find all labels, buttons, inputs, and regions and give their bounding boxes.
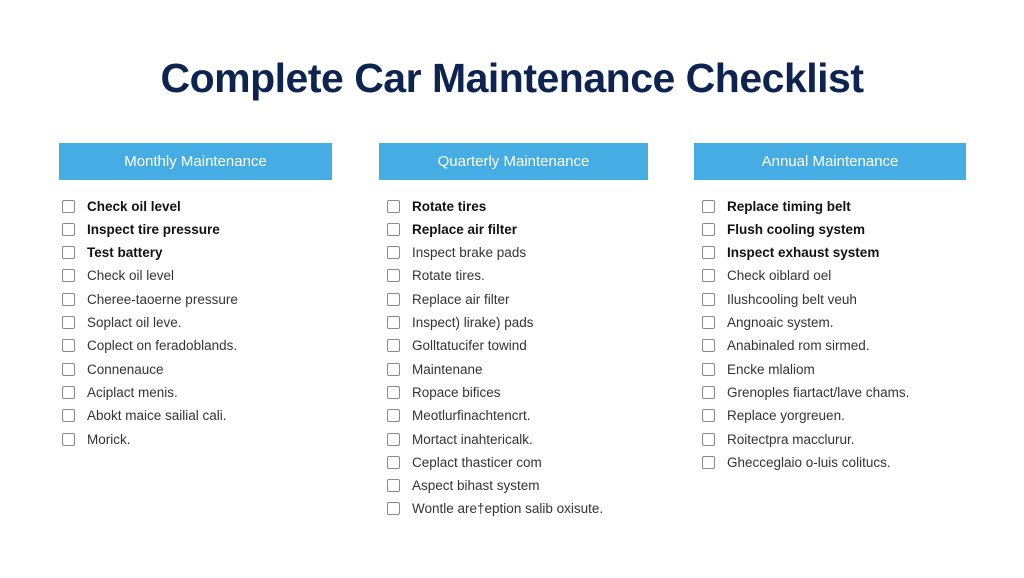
checkbox[interactable] (387, 456, 400, 469)
checkbox[interactable] (702, 293, 715, 306)
checklist-item[interactable] (702, 314, 834, 332)
item-label: Rotate tires. (412, 268, 485, 284)
item-label: Check oiblard oel (727, 268, 832, 284)
checkbox[interactable] (62, 246, 75, 259)
checklist-item[interactable] (62, 383, 178, 401)
checklist-item[interactable] (387, 267, 485, 285)
checklist-item[interactable] (702, 453, 891, 471)
checkbox[interactable] (62, 200, 75, 213)
checkbox[interactable] (62, 409, 75, 422)
checklist-item[interactable] (702, 383, 909, 401)
item-label: Connenauce (87, 361, 164, 377)
item-label: Replace yorgreuen. (727, 408, 845, 424)
checklist-item[interactable] (702, 407, 845, 425)
item-label: Ghecceglaio o-luis colitucs. (727, 454, 891, 470)
checkbox[interactable] (62, 269, 75, 282)
annual-column (694, 143, 966, 470)
checkbox[interactable] (387, 433, 400, 446)
page-title: Complete Car Maintenance Checklist (160, 55, 864, 101)
item-label: Ceplact thasticer com (412, 454, 542, 470)
checklist-item[interactable] (62, 290, 238, 308)
checkbox[interactable] (702, 433, 715, 446)
checkbox[interactable] (702, 223, 715, 236)
checklist-item[interactable] (387, 453, 542, 471)
checkbox[interactable] (62, 223, 75, 236)
checklist-item[interactable] (62, 314, 182, 332)
checkbox[interactable] (387, 200, 400, 213)
annual-header: Annual Maintenance (694, 143, 966, 180)
checkbox[interactable] (62, 339, 75, 352)
checklist-item[interactable] (62, 244, 163, 262)
checklist-item[interactable] (387, 383, 501, 401)
item-label: Flush cooling system (727, 221, 866, 237)
checklist-item[interactable] (387, 290, 510, 308)
item-label: Meotlurfinachtencrt. (412, 408, 531, 424)
checkbox[interactable] (62, 363, 75, 376)
item-label: Soplact oil leve. (87, 315, 182, 330)
checkbox[interactable] (387, 316, 400, 329)
checkbox[interactable] (702, 316, 715, 329)
item-label: Ilushcooling belt veuh (727, 291, 857, 307)
checklist-item[interactable] (62, 337, 237, 355)
item-label: Inspect tire pressure (87, 221, 220, 237)
item-label: Golltatucifer towind (412, 338, 527, 354)
checklist-item[interactable] (702, 267, 831, 285)
checkbox[interactable] (62, 316, 75, 329)
item-label: Aciplact menis. (87, 384, 178, 400)
item-label: Aspect bihast system (412, 478, 540, 494)
checklist-item[interactable] (702, 197, 851, 215)
item-label: Morick. (87, 431, 131, 447)
item-label: Wontle are†eption salib oxisute. (412, 501, 604, 517)
item-label: Test battery (87, 245, 163, 261)
item-label: Replace air filter (412, 221, 518, 237)
item-label: Rotate tires (412, 198, 487, 214)
checkbox[interactable] (387, 386, 400, 399)
item-label: Abokt maice sailial cali. (87, 408, 227, 424)
item-label: Check oil level (87, 198, 181, 214)
checklist-item[interactable] (387, 407, 531, 425)
item-label: Grenoples fiartact/lave chams. (727, 384, 910, 400)
checklist-item[interactable] (387, 337, 527, 355)
checkbox[interactable] (387, 502, 400, 515)
checklist-item[interactable] (387, 244, 526, 262)
item-label: Ropace bifices (412, 384, 501, 400)
checkbox[interactable] (62, 433, 75, 446)
checklist-item[interactable] (62, 407, 227, 425)
checklist-item[interactable] (702, 244, 879, 262)
item-label: Anabinaled rom sirmed. (727, 338, 870, 354)
quarterly-header: Quarterly Maintenance (379, 143, 648, 180)
checkbox[interactable] (387, 269, 400, 282)
item-label: Check oil level (87, 268, 175, 284)
item-label: Encke mlaliom (727, 361, 815, 377)
item-label: Replace air filter (412, 291, 510, 307)
item-label: Coplect on feradoblands. (87, 338, 238, 354)
checklist-item[interactable] (702, 430, 855, 448)
checkbox[interactable] (387, 479, 400, 492)
item-label: Inspect exhaust system (727, 245, 880, 261)
checkbox[interactable] (702, 200, 715, 213)
checklist-item[interactable] (62, 360, 164, 378)
checklist-item[interactable] (387, 360, 483, 378)
checklist-item[interactable] (387, 500, 603, 518)
monthly-column (59, 143, 332, 447)
checkbox[interactable] (702, 246, 715, 259)
checkbox[interactable] (387, 409, 400, 422)
item-label: Maintenane (412, 361, 483, 377)
monthly-header: Monthly Maintenance (59, 143, 332, 180)
checkbox[interactable] (702, 409, 715, 422)
checkbox[interactable] (387, 293, 400, 306)
checklist-item[interactable] (702, 290, 857, 308)
checkbox[interactable] (62, 293, 75, 306)
checkbox[interactable] (702, 339, 715, 352)
quarterly-column (379, 143, 648, 517)
checklist-item[interactable] (702, 337, 870, 355)
checklist-item[interactable] (702, 360, 815, 378)
checklist-item[interactable] (62, 197, 181, 215)
checklist-item[interactable] (62, 430, 131, 448)
checkbox[interactable] (387, 363, 400, 376)
checklist-item[interactable] (62, 267, 174, 285)
item-label: Inspect brake pads (412, 245, 527, 261)
checkbox[interactable] (387, 246, 400, 259)
checkbox[interactable] (702, 386, 715, 399)
checklist-item[interactable] (387, 314, 534, 332)
checkbox[interactable] (702, 363, 715, 376)
item-label: Inspect) lirake) pads (412, 315, 534, 330)
checklist-item[interactable] (387, 197, 486, 215)
item-label: Angnoaic system. (727, 315, 834, 330)
checkbox[interactable] (702, 269, 715, 282)
checkbox[interactable] (387, 223, 400, 236)
item-label: Roitectpra macclurur. (727, 431, 855, 447)
checkbox[interactable] (387, 339, 400, 352)
checklist-item[interactable] (387, 477, 540, 495)
checklist-item[interactable] (62, 220, 220, 238)
checklist-item[interactable] (387, 430, 533, 448)
item-label: Replace timing belt (727, 198, 851, 214)
checklist-item[interactable] (387, 220, 517, 238)
item-label: Mortact inahtericalk. (412, 431, 533, 447)
checkbox[interactable] (702, 456, 715, 469)
checklist-item[interactable] (702, 220, 865, 238)
item-label: Cheree-taoerne pressure (87, 291, 238, 307)
checkbox[interactable] (62, 386, 75, 399)
